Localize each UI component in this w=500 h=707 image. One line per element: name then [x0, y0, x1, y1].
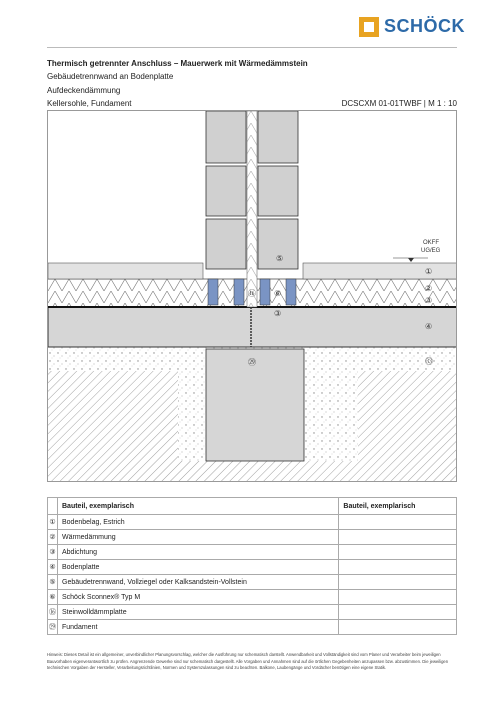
marker-3b: ③	[274, 309, 282, 318]
level-marker	[393, 258, 428, 262]
drawing-code-scale: DCSCXM 01-01TWBF | M 1 : 10	[341, 99, 457, 108]
construction-detail-drawing	[47, 110, 457, 482]
legend-row: ⑥ Schöck Sconnex® Typ M	[48, 590, 457, 605]
legend-row: ㉙ Fundament	[48, 620, 457, 635]
level-label-ugeg: UG/EG	[421, 248, 441, 254]
legend-row: ② Wärmedämmung	[48, 530, 457, 545]
estrich-left	[48, 263, 203, 279]
subtitle-3: Kellersohle, Fundament	[47, 99, 132, 108]
marker-33: ㉝	[425, 357, 433, 366]
marker-5: ⑤	[276, 254, 284, 263]
legend-row: ④ Bodenplatte	[48, 560, 457, 575]
subtitle-2: Aufdeckendämmung	[47, 86, 121, 95]
legend-table	[47, 497, 457, 635]
disclaimer-note: Hinweis: Dieses Detail ist ein allgemeiner, unverbindlicher Planungsvorschlag, welcher die Ausführung nur schematisch darstellt. Anwendbarkeit und Vollständigkeit sind vom Planer und Verarbeiter beim jeweiligen Bauvorhaben eigenverantwortlich zu prüfen. Angrenzende Gewerke sind nur schematisch dargestellt. Alle Vorgaben und Annahmen sind auf die örtlichen Gegebenheiten anzupassen bzw. abzustimmen. Die jeweiligen technischen Vorgaben der Hersteller, Verarbeitungsrichtlinien, Normen und Systemzulassungen sind zu beachten. Balkone, Laubengänge und Vordächer benötigen eine eigene Statik.	[47, 652, 449, 670]
legend-col1-header: Bauteil, exemplarisch	[58, 498, 339, 515]
marker-6: ⑥	[274, 289, 282, 298]
marker-3: ③	[425, 296, 433, 305]
legend-row: ③ Abdichtung	[48, 545, 457, 560]
header-divider	[47, 47, 457, 48]
subtitle-1: Gebäudetrennwand an Bodenplatte	[47, 72, 174, 81]
marker-1: ①	[425, 267, 433, 276]
estrich-right	[303, 263, 457, 279]
level-label-okff: OKFF	[423, 240, 439, 246]
marker-16: ⑯	[248, 289, 256, 298]
detail-svg	[48, 111, 457, 482]
brand-mark-icon	[359, 17, 379, 37]
bodenplatte	[48, 307, 457, 347]
marker-29: ㉙	[248, 358, 256, 367]
legend-col2-header: Bauteil, exemplarisch	[339, 498, 457, 515]
legend-row: ⑤ Gebäudetrennwand, Vollziegel oder Kalksandstein-Vollstein	[48, 575, 457, 590]
legend-row: ⑯ Steinwolldämmplatte	[48, 605, 457, 620]
marker-4: ④	[425, 322, 433, 331]
page-title: Thermisch getrennter Anschluss – Mauerwerk mit Wärmedämmstein	[47, 59, 308, 68]
legend-row: ① Bodenbelag, Estrich	[48, 515, 457, 530]
brand-name: SCHÖCK	[384, 16, 466, 36]
brand-logo	[359, 16, 465, 37]
marker-2: ②	[425, 284, 433, 293]
